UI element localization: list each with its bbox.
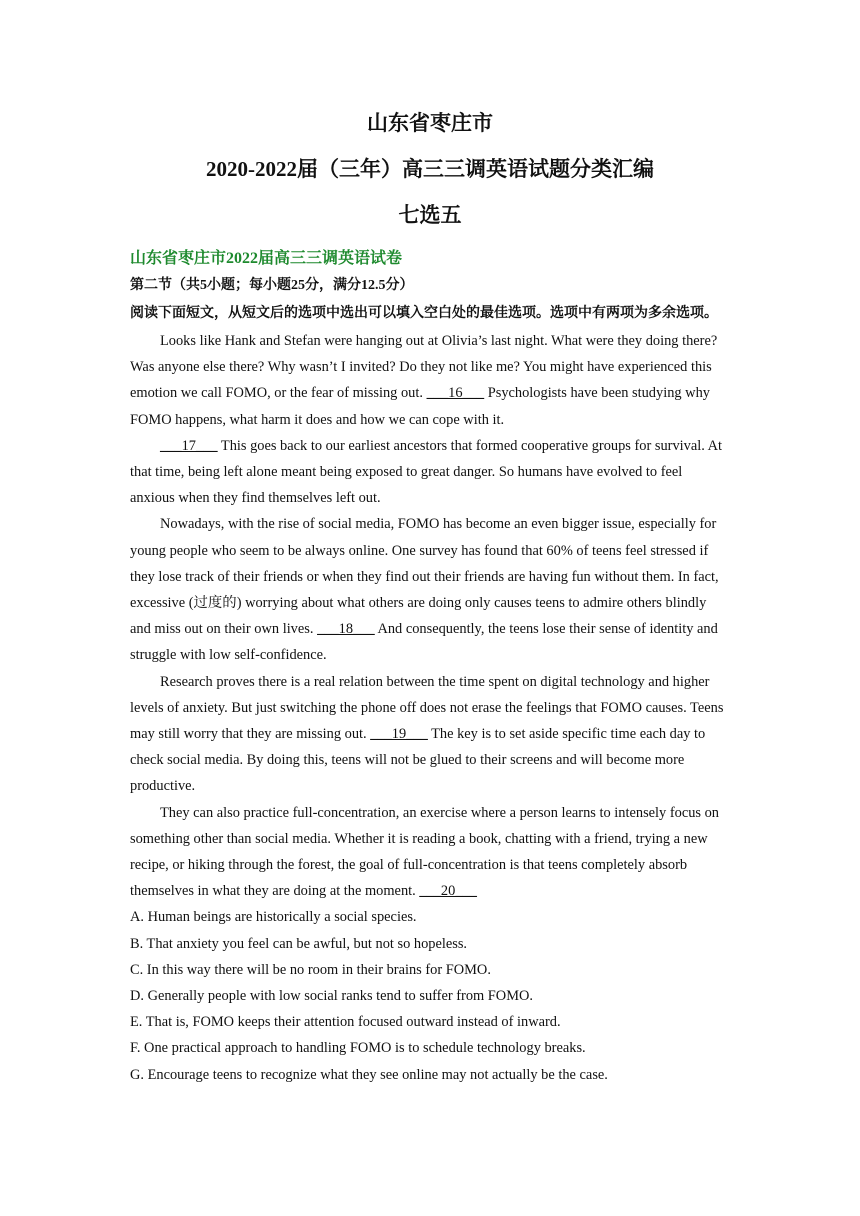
blank-18: ___18___ [317, 621, 375, 638]
paragraph-1-text-b: Psychologists have been studying why FOMO happens, what harm it does and how we can cope with it. [130, 385, 710, 428]
option-e: E. That is, FOMO keeps their attention focused outward instead of inward. [130, 1014, 561, 1031]
paragraph-2 [130, 433, 730, 512]
title-line-1: 山东省枣庄市 [367, 111, 493, 135]
title-line-3: 七选五 [398, 203, 462, 227]
paragraph-4 [130, 669, 730, 800]
blank-20: ___20___ [419, 883, 477, 900]
part-heading: 第二节（共5小题；每小题25分，满分12.5分） [130, 278, 414, 293]
document-page [130, 100, 730, 1088]
paragraph-4-text-b: The key is to set aside specific time each day to check social media. By doing this, teens will not be glued to their screens and will become more productive. [130, 726, 706, 795]
section-title: 山东省枣庄市2022届高三三调英语试卷 [130, 250, 403, 267]
paragraph-3 [130, 511, 730, 668]
blank-17: ___17___ [160, 437, 218, 454]
blank-19: ___19___ [370, 726, 428, 743]
paragraph-2-text: This goes back to our earliest ancestors that formed cooperative groups for survival. At that time, being left alone meant being exposed to great danger. So humans have evolved to feel anxious when they find themselves left out. [130, 437, 723, 507]
paragraph-4-text-a: Research proves there is a real relation between the time spent on digital technology and higher levels of anxiety. But just switching the phone off does not erase the feelings that FOMO causes. Teens may still worry that they are missing out. [130, 673, 724, 743]
option-g: G. Encourage teens to recognize what they see online may not actually be the case. [130, 1066, 608, 1083]
option-a: A. Human beings are historically a social species. [130, 909, 417, 926]
title-line-2: 2020-2022届（三年）高三三调英语试题分类汇编 [206, 157, 654, 181]
option-f: F. One practical approach to handling FOMO is to schedule technology breaks. [130, 1040, 586, 1057]
option-d: D. Generally people with low social ranks tend to suffer from FOMO. [130, 988, 533, 1005]
paragraph-5 [130, 800, 730, 905]
paragraph-1 [130, 328, 730, 433]
paragraph-3-text-b: And consequently, the teens lose their sense of identity and struggle with low self-confidence. [130, 621, 718, 664]
options-list [130, 904, 730, 1087]
paragraph-5-text: They can also practice full-concentration, an exercise where a person learns to intensely focus on something other than social media. Whether it is reading a book, chatting with a friend, trying a new recipe, or hiking through the forest, the goal of full-concentration is that teens completely absorb themselves in what they are doing at the moment. [130, 804, 720, 900]
paragraph-1-text-a: Looks like Hank and Stefan were hanging out at Olivia’s last night. What were they doing there? Was anyone else there? Why wasn’t I invited? Do they not like me? You might have experienced this emotion we call FOMO, or the fear of missing out. [130, 333, 718, 402]
option-b: B. That anxiety you feel can be awful, but not so hopeless. [130, 935, 468, 952]
option-c: C. In this way there will be no room in their brains for FOMO. [130, 961, 491, 978]
instructions: 阅读下面短文，从短文后的选项中选出可以填入空白处的最佳选项。选项中有两项为多余选项。 [130, 306, 718, 321]
blank-16: ___16___ [426, 385, 485, 402]
paragraph-3-text-a: Nowadays, with the rise of social media, FOMO has become an even bigger issue, especially for young people who seem to be always online. One survey has found that 60% of teens feel stressed if they lose track of their friends or when they find out their friends are having fun without them. In fact, excessive (过度的) worrying about what others are doing only causes teens to admire others blindly and miss out on their own lives. [130, 516, 719, 638]
